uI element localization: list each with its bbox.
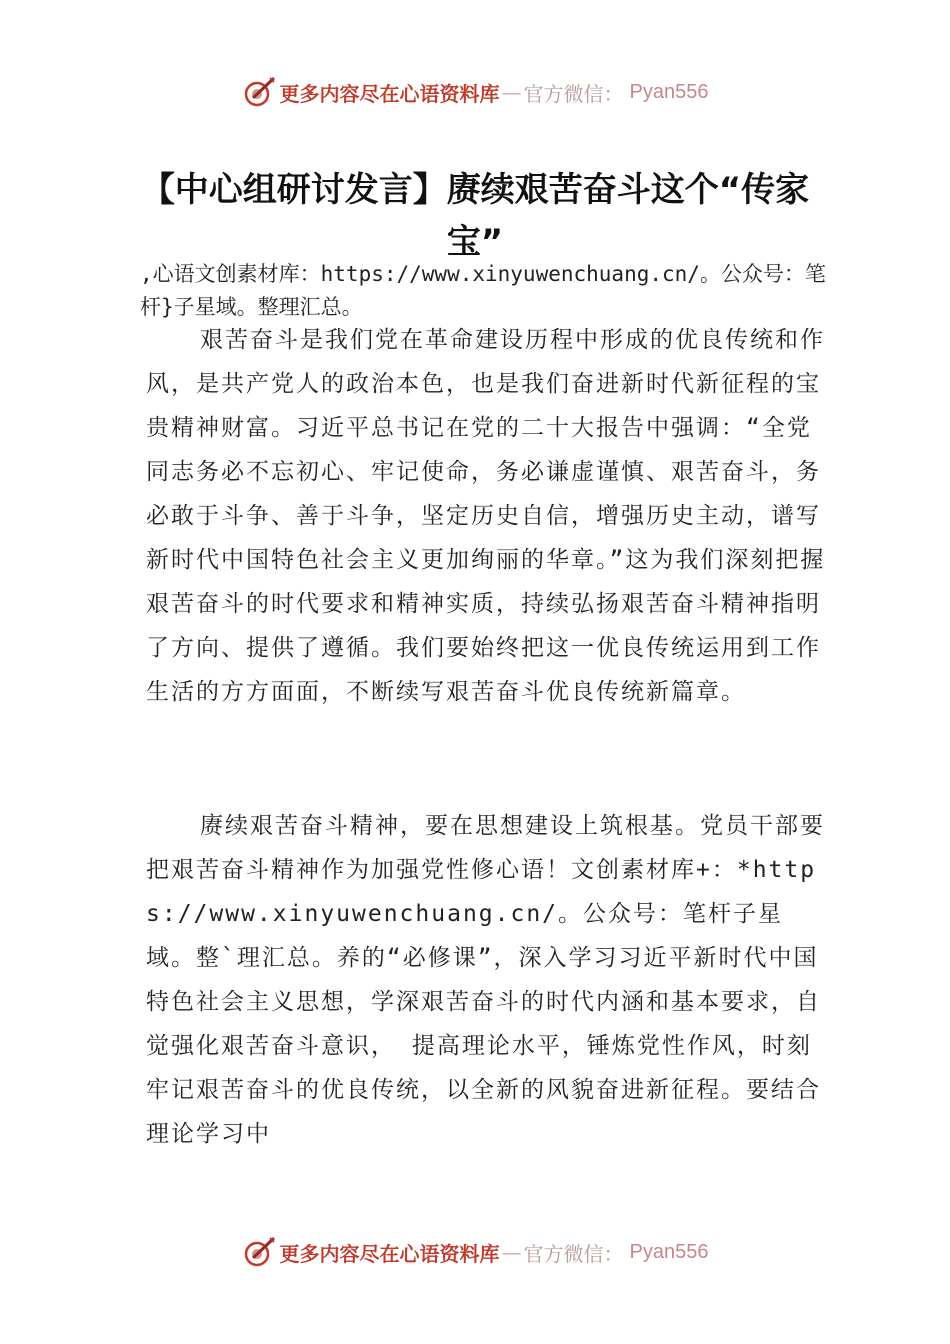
- body-paragraph-1: 艰苦奋斗是我们党在革命建设历程中形成的优良传统和作风，是共产党人的政治本色，也是我们奋进新时代新征程的宝贵精神财富。习近平总书记在党的二十大报告中强调：“全党同志务必不忘初心、牢记使命，务必谦虚谨慎、艰苦奋斗，务必敢于斗争、善于斗争，坚定历史自信，增强历史主动，谱写新时代中国特色社会主义更加绚丽的华章。”这为我们深刻把握艰苦奋斗的时代要求和精神实质，持续弘扬艰苦奋斗精神指明了方向、提供了遵循。我们要始终把这一优良传统运用到工作生活的方方面面，不断续写艰苦奋斗优良传统新篇章。: [146, 327, 826, 705]
- body-paragraph-2: 赓续艰苦奋斗精神，要在思想建设上筑根基。党员干部要把艰苦奋斗精神作为加强党性修心语！文创素材库+：*https://www.xinyuwenchuang.cn/。公众号：笔杆子星域。整`理汇总。养的“必修课”，深入学习习近平新时代中国特色社会主义思想，学深艰苦奋斗的时代内涵和基本要求，自觉强化艰苦奋斗意识， 提高理论水平，锤炼党性作风，时刻牢记艰苦奋斗的优良传统，以全新的风貌奋进新征程。要结合理论学习中: [146, 813, 825, 1147]
- banner-separator: —: [501, 80, 522, 104]
- pen-logo-icon: [242, 75, 276, 109]
- banner-wechat-id: Pyan556: [629, 80, 709, 103]
- header-banner: [0, 72, 950, 112]
- footer-banner: [0, 1232, 950, 1272]
- source-note: ,心语文创素材库：https://www.xinyuwenchuang.cn/。公众号：笔杆}子星域。整理汇总。: [140, 262, 826, 319]
- pen-logo-icon: [242, 1235, 276, 1269]
- footer-wechat-label: 官方微信：: [523, 1241, 624, 1266]
- banner-wechat-label: 官方微信：: [523, 81, 624, 106]
- banner-brand-text: 更多内容尽在心语资料库: [279, 81, 500, 106]
- document-title: 【中心组研讨发言】赓续艰苦奋斗这个“传家宝”: [140, 170, 810, 262]
- footer-brand-text: 更多内容尽在心语资料库: [279, 1241, 500, 1266]
- footer-wechat-id: Pyan556: [629, 1240, 709, 1263]
- footer-separator: —: [501, 1240, 522, 1264]
